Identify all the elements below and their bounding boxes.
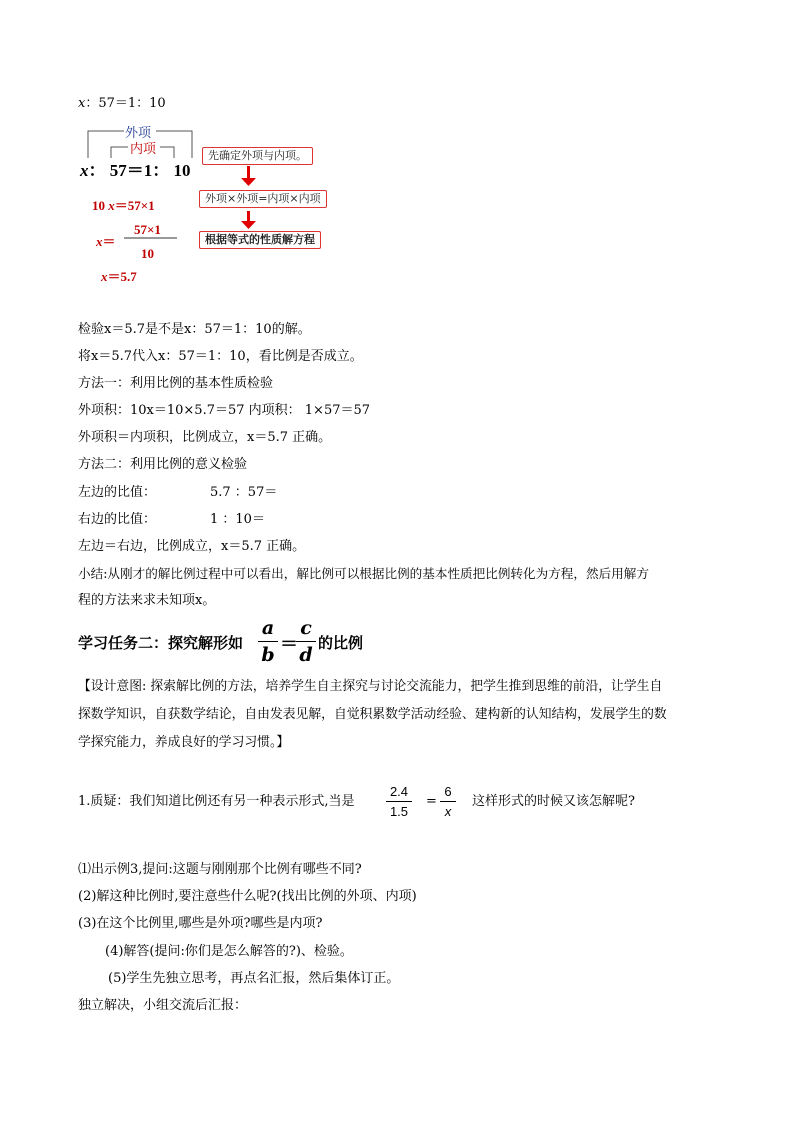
check-line-1: 检验x＝5.7是不是x：57＝1：10的解。 [78,322,311,337]
left-ratio-value: 5.7 ：57＝ [210,485,278,500]
step-box-identify: 先确定外项与内项。 [202,147,313,165]
work-step-2-denominator: 10 [141,246,154,261]
inner-term-label: 内项 [130,142,157,157]
summary-line-2: 程的方法来求未知项x。 [78,593,216,608]
method-one-conclusion: 外项积＝内项积，比例成立，x＝5.7 正确。 [78,430,332,445]
step-box-rule: 外项×外项=内项×内项 [199,190,327,208]
design-intent-line-2: 探数学知识，自获数学结论，自由发表见解，自觉积累数学活动经验、建构新的认知结构，发展学生的数 [78,707,667,722]
design-intent-line-1: 【设计意图: 探索解比例的方法，培养学生自主探究与讨论交流能力，把学生推到思维的前沿，让学生自 [78,679,663,694]
design-intent-line-3: 学探究能力，养成良好的学习习惯。】 [78,735,290,750]
right-ratio-value: 1 ：10＝ [210,512,265,527]
step-item-2: (2)解这种比例时,要注意些什么呢?(找出比例的外项、内项) [78,889,417,904]
fraction-a-over-b: a b [258,617,278,666]
work-step-3: x＝5.7 [101,269,137,284]
check-line-2: 将x＝5.7代入x：57＝1：10，看比例是否成立。 [78,349,363,364]
step-item-1: ⑴出示例3,提问:这题与刚刚那个比例有哪些不同? [78,862,362,877]
intro-equation: x：57＝1：10 [78,96,166,111]
task-two-suffix: 的比例 [318,634,364,652]
question-prefix: 1.质疑：我们知道比例还有另一种表示形式,当是 [78,794,355,809]
step-item-5: (5)学生先独立思考，再点名汇报，然后集体订正。 [108,971,400,986]
task-two-prefix: 学习任务二：探究解形如 [78,634,244,652]
left-ratio-label: 左边的比值： [78,485,157,500]
step-box-solve: 根据等式的性质解方程 [199,231,321,249]
step-item-3: (3)在这个比例里,哪些是外项?哪些是内项? [78,916,323,931]
question-equals: = [426,794,437,809]
summary-line-1: 小结:从刚才的解比例过程中可以看出，解比例可以根据比例的基本性质把比例转化为方程，然后用解方 [78,566,649,581]
work-step-1: 10 x＝57×1 [92,198,155,213]
diagram-equation: x： 57＝1： 10 [80,161,191,180]
fraction-c-over-d: c d [296,617,316,666]
fraction-6-over-x: 6 x [440,784,456,819]
independent-solve-line: 独立解决，小组交流后汇报： [78,998,248,1013]
product-check: 外项积：10x＝10×5.7＝57 内项积： 1×57＝57 [78,403,371,418]
work-step-2-var: x＝ [96,234,116,249]
step-item-4: (4)解答(提问:你们是怎么解答的?)、检验。 [105,944,353,959]
right-ratio-label: 右边的比值： [78,512,157,527]
outer-term-label: 外项 [125,126,152,141]
method-one-heading: 方法一：利用比例的基本性质检验 [78,376,274,391]
task-two-equals: ＝ [280,634,298,655]
work-step-2-numerator: 57×1 [134,222,161,237]
method-two-heading: 方法二：利用比例的意义检验 [78,457,248,472]
fraction-2-4-over-1-5: 2.4 1.5 [386,784,412,819]
method-two-conclusion: 左边＝右边，比例成立，x＝5.7 正确。 [78,539,306,554]
question-suffix: 这样形式的时候又该怎解呢? [472,794,635,809]
